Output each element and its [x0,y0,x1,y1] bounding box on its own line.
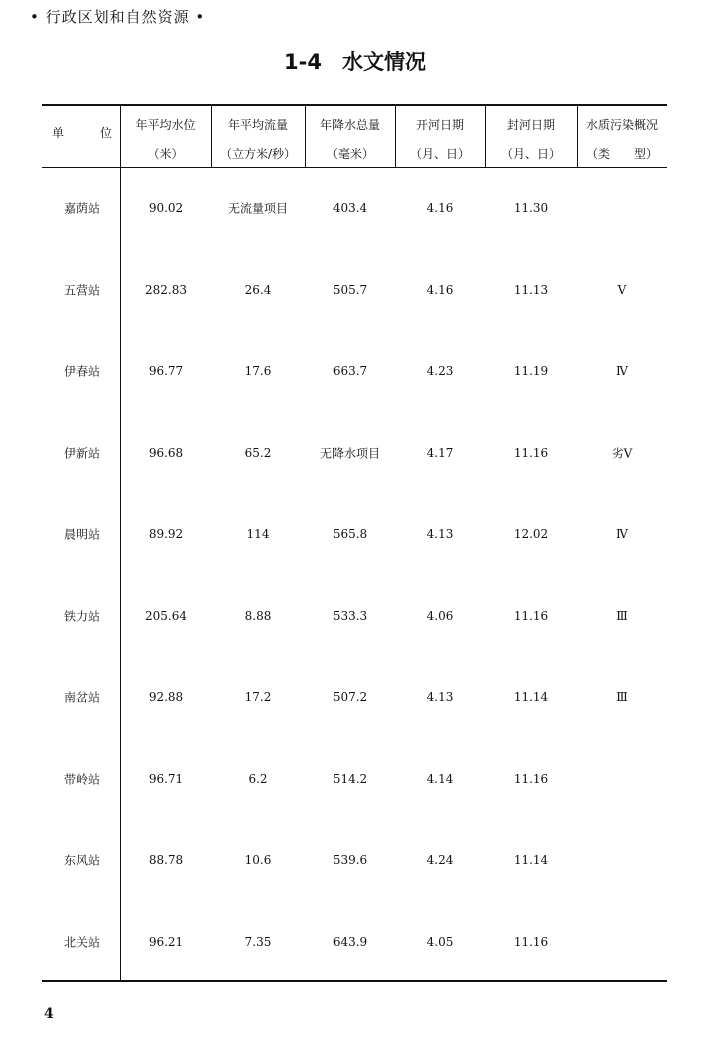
cell-water-quality: Ⅲ [616,608,628,623]
header-unit-label: （毫米） [325,147,374,161]
cell-flow: 17.6 [244,364,272,378]
cell-precipitation: 539.6 [332,853,368,867]
cell-station: 嘉荫站 [63,201,100,216]
cell-station: 五营站 [63,283,100,297]
header-precipitation [305,104,395,167]
header-freeze-date [485,104,577,167]
cell-water-quality: V [617,282,627,297]
cell-station: 伊新站 [63,446,100,460]
cell-precipitation: 514.2 [332,771,368,786]
title-text: 水文情况 [341,50,426,74]
cell-flow: 8.88 [244,608,272,623]
header-unit-char: 单 [52,126,65,140]
cell-thaw-date: 4.17 [426,445,454,460]
cell-water-quality: 劣V [611,446,633,460]
cell-precipitation: 643.9 [332,934,368,949]
header-thaw-date [395,104,485,167]
cell-precipitation: 403.4 [332,201,368,215]
cell-flow: 7.35 [244,934,272,949]
header-unit-label: （月、日） [500,147,561,161]
header-unit-char: 位 [100,126,113,140]
cell-flow: 65.2 [244,445,272,460]
cell-water-level: 89.92 [148,527,184,541]
cell-flow: 26.4 [244,282,272,297]
cell-flow: 6.2 [248,771,268,786]
cell-water-level: 96.71 [148,771,184,786]
cell-thaw-date: 4.23 [426,364,454,378]
cell-water-level: 96.21 [148,934,184,949]
cell-water-level: 92.88 [148,690,184,704]
cell-thaw-date: 4.06 [426,608,454,623]
cell-station: 晨明站 [63,527,100,542]
cell-station: 南岔站 [63,690,100,705]
header-unit-label: （类 型） [585,147,658,161]
cell-thaw-date: 4.16 [426,282,454,297]
cell-precipitation: 565.8 [332,527,368,541]
cell-water-level: 90.02 [148,201,184,215]
cell-freeze-date: 11.16 [513,445,549,460]
header-label: 年平均水位 [135,118,196,132]
page-number: 4 [44,1006,54,1022]
cell-flow: 17.2 [244,690,272,704]
cell-freeze-date: 11.14 [513,690,549,704]
cell-thaw-date: 4.13 [426,527,454,541]
cell-freeze-date: 11.16 [513,934,549,949]
header-unit-label: （立方米/秒） [219,147,297,161]
cell-water-level: 96.68 [148,445,184,460]
cell-precipitation: 663.7 [332,364,368,378]
cell-precipitation: 无降水项目 [319,446,380,460]
header-avg-flow [211,104,305,167]
cell-station: 伊春站 [63,364,100,379]
cell-freeze-date: 11.16 [513,608,549,623]
cell-flow: 10.6 [244,853,272,867]
cell-thaw-date: 4.14 [426,771,454,786]
cell-station: 东风站 [63,853,100,868]
cell-thaw-date: 4.24 [426,853,454,867]
cell-water-level: 282.83 [145,282,187,297]
cell-freeze-date: 11.14 [513,853,549,867]
cell-freeze-date: 11.16 [513,771,549,786]
header-label: 年降水总量 [319,118,380,132]
cell-water-level: 96.77 [148,364,184,378]
cell-thaw-date: 4.05 [426,934,454,949]
header-label: 年平均流量 [227,118,288,132]
header-unit-label: （米） [147,147,184,161]
cell-water-quality: Ⅳ [616,364,628,378]
table-header-rule [42,167,667,168]
cell-thaw-date: 4.13 [426,690,454,704]
header-water-quality [577,104,667,167]
cell-water-quality: Ⅳ [616,527,628,541]
table-title [0,46,710,76]
running-header: • 行政区划和自然资源 • [30,8,206,26]
cell-water-level: 88.78 [148,853,184,867]
cell-station: 带岭站 [63,772,100,786]
cell-flow: 114 [246,527,270,541]
header-label: 开河日期 [415,118,464,132]
header-avg-water-level [120,104,211,167]
title-number: 1-4 [284,50,322,74]
header-unit-label: （月、日） [409,147,470,161]
cell-station: 北关站 [63,935,100,949]
cell-water-level: 205.64 [145,608,187,623]
column-divider-unit [120,104,121,981]
cell-freeze-date: 12.02 [513,527,549,541]
table-bottom-rule [42,980,667,982]
cell-station: 铁力站 [63,609,100,623]
cell-precipitation: 533.3 [332,608,368,623]
header-label: 封河日期 [506,118,555,132]
cell-freeze-date: 11.19 [513,364,549,378]
cell-flow: 无流量项目 [227,201,288,216]
cell-thaw-date: 4.16 [426,201,454,215]
cell-freeze-date: 11.30 [513,201,549,215]
header-label: 水质污染概况 [585,118,658,132]
cell-precipitation: 505.7 [332,282,368,297]
cell-precipitation: 507.2 [332,690,368,704]
cell-freeze-date: 11.13 [513,282,549,297]
cell-water-quality: Ⅲ [616,690,628,704]
